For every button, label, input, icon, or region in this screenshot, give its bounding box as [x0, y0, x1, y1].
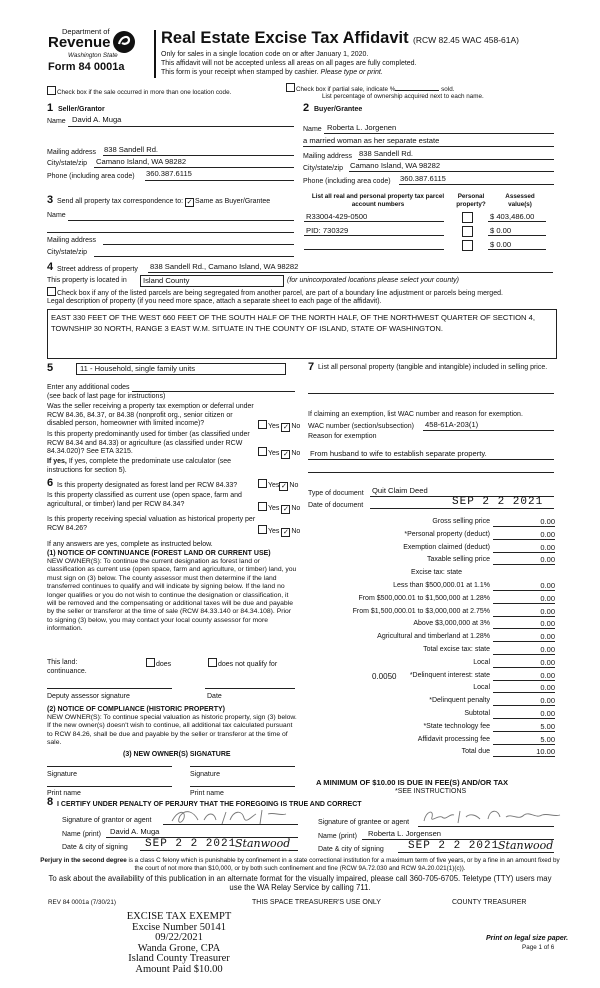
- header-sub2: This affidavit will not be accepted unless all areas on all pages are fully completed.: [161, 60, 417, 67]
- section4-number: 4: [47, 261, 54, 273]
- continuance-heading: (1) NOTICE OF CONTINUANCE (FOREST LAND OR CURRENT USE): [47, 550, 271, 557]
- tax-row-label: Above $3,000,000 at 3%: [413, 620, 490, 628]
- perjury-note: Perjury in the second degree is a class C felony which is punishable by confinement in a state correctional institution for a maximum term of five years, or by a fine in an amount fixed by the court of not more than $10,000, or by both such confinement and fine (RCW 9A.72.030 and RCW 9A.20.021(1)(c)).: [40, 857, 560, 872]
- s3-mailing-label: Mailing address: [47, 237, 97, 244]
- tax-row-amount[interactable]: 0.00: [493, 619, 555, 629]
- parcel-number[interactable]: PID: 730329: [306, 226, 349, 235]
- grantor-sig-label: Signature of grantor or agent: [62, 817, 152, 824]
- tax-row-amount[interactable]: 10.00: [493, 747, 555, 757]
- segregated-check[interactable]: Check box if any of the listed parcels are being segregated from another parcel, are part of a boundary line adjustment or parcels being merged.: [47, 287, 503, 298]
- timber-yes-no: Yes ✓ No: [258, 447, 300, 459]
- form-title-rcw: (RCW 82.45 WAC 458-61A): [413, 35, 519, 45]
- dept-line2: Revenue: [48, 34, 111, 51]
- stamp-line5: Island County Treasurer: [128, 953, 230, 964]
- exemption-reason[interactable]: From husband to wife to establish separate property.: [310, 449, 487, 458]
- tax-row-amount[interactable]: 0.00: [493, 645, 555, 655]
- forest-yes-checkbox[interactable]: [258, 479, 267, 488]
- current-use-question: Is this property classified as current use (open space, farm and agricultural, or timber) land per RCW 84.34?: [47, 492, 242, 508]
- see-instructions: *SEE INSTRUCTIONS: [395, 788, 467, 795]
- grantee-city[interactable]: Stanwood: [498, 839, 554, 852]
- buyer-name[interactable]: Roberta L. Jorgenen: [327, 123, 397, 132]
- historical-no-checkbox[interactable]: ✓: [282, 529, 289, 536]
- unincorporated-note: (for unincorporated locations please select your county): [287, 277, 459, 284]
- compliance-heading: (2) NOTICE OF COMPLIANCE (HISTORIC PROPERTY): [47, 706, 225, 713]
- parcel-header: List all real and personal property tax parcel account numbers: [311, 193, 445, 208]
- tax-row-amount[interactable]: 0.00: [493, 658, 555, 668]
- header-sub3: This form is your receipt when stamped by cashier. Please type or print.: [161, 69, 383, 76]
- grantee-date[interactable]: SEP 2 2 2021: [408, 840, 500, 852]
- current-use-no-checkbox[interactable]: ✓: [282, 506, 289, 513]
- availability-note: To ask about the availability of this publication in an alternate format for the visually impaired, please call 360-705-6705. Teletype (TTY) users may use the WA Relay Service by calling 711.: [48, 874, 552, 892]
- grantor-signature[interactable]: [168, 806, 293, 828]
- dept-line3: Washington State: [68, 52, 118, 59]
- form-title: Real Estate Excise Tax Affidavit: [161, 29, 409, 47]
- tax-row-label: Agricultural and timberland at 1.28%: [377, 633, 490, 641]
- seller-mailing-label: Mailing address: [47, 149, 97, 156]
- timber-note: If yes, If yes, complete the predominate use calculator (see instructions for section 5).: [47, 458, 232, 474]
- additional-codes-label: Enter any additional codes: [47, 384, 130, 391]
- buyer-mailing-label: Mailing address: [303, 153, 353, 160]
- minimum-due: A MINIMUM OF $10.00 IS DUE IN FEE(S) AND/OR TAX: [316, 778, 509, 787]
- same-as-buyer-checkbox[interactable]: ✓: [186, 199, 193, 206]
- historical-yes-no: Yes ✓ No: [258, 525, 300, 537]
- exemption-yes-checkbox[interactable]: [258, 420, 267, 429]
- stamp-line2: Excise Number 50141: [132, 921, 226, 933]
- more-location-check[interactable]: Check box if the sale occurred in more than one location code.: [47, 86, 231, 97]
- seller-name-label: Name: [47, 118, 66, 125]
- buyer-name-line2[interactable]: a married woman as her separate estate: [303, 136, 440, 145]
- buyer-city-label: City/state/zip: [303, 165, 344, 172]
- wac-number[interactable]: 458-61A-203(1): [425, 420, 479, 429]
- tax-row-label: Total due: [461, 748, 490, 756]
- exemption-no-checkbox[interactable]: ✓: [282, 424, 289, 431]
- personal-property-text: List all personal property (tangible and intangible) included in selling price.: [318, 364, 548, 371]
- buyer-city[interactable]: Camano Island, WA 98282: [350, 161, 441, 170]
- header-divider: [154, 30, 156, 78]
- historical-yes-checkbox[interactable]: [258, 525, 267, 534]
- tax-row-amount[interactable]: 0.00: [493, 517, 555, 527]
- assessed-value[interactable]: $ 0.00: [490, 240, 512, 249]
- owner-print-label: Print name: [47, 790, 81, 797]
- personal-checkbox[interactable]: [462, 226, 473, 237]
- buyer-heading: Buyer/Grantee: [314, 106, 363, 113]
- grantee-date-label: Date & city of signing: [318, 846, 384, 853]
- forest-question: Is this property designated as forest land per RCW 84.33?: [57, 482, 238, 489]
- page-number: Page 1 of 6: [522, 944, 555, 951]
- stamp-line3: 09/22/2021: [155, 932, 203, 943]
- grantor-date[interactable]: SEP 2 2 2021: [145, 838, 237, 850]
- seller-heading: Seller/Grantor: [58, 106, 105, 113]
- tax-row-amount[interactable]: 0.00: [493, 594, 555, 604]
- section8-number: 8: [47, 796, 54, 808]
- doc-date[interactable]: SEP 2 2 2021: [452, 496, 544, 508]
- deputy-date-label: Date: [207, 693, 222, 700]
- rev-number: REV 84 0001a (7/30/21): [48, 899, 116, 906]
- tax-row-amount[interactable]: 0.00: [493, 683, 555, 693]
- doc-date-label: Date of document: [308, 502, 364, 509]
- stamp-line1: EXCISE TAX EXEMPT: [126, 911, 232, 922]
- timber-yes-checkbox[interactable]: [258, 447, 267, 456]
- partial-list-note: List percentage of ownership acquired next to each name.: [322, 93, 484, 100]
- parcel-number[interactable]: R33004-429-0500: [306, 212, 368, 221]
- grantor-date-label: Date & city of signing: [62, 844, 128, 851]
- personal-checkbox[interactable]: [462, 212, 473, 223]
- assessed-value[interactable]: $ 0.00: [490, 226, 512, 235]
- dept-line1: Department of: [62, 27, 110, 36]
- section6-number: 6: [47, 477, 54, 489]
- header-sub1: Only for sales in a single location code on or after January 1, 2020.: [161, 51, 369, 58]
- tax-row-label: *Delinquent penalty: [429, 697, 490, 705]
- section3-number: 3: [47, 194, 54, 206]
- street-label: Street address of property: [57, 266, 138, 273]
- tax-row-amount[interactable]: 0.00: [493, 671, 555, 681]
- exemption-claim-note: If claiming an exemption, list WAC number and reason for exemption.: [308, 411, 523, 418]
- owner-print-label-2: Print name: [190, 790, 224, 797]
- tax-row-label: Local: [473, 684, 490, 692]
- section5-number: 5: [47, 362, 54, 374]
- personal-checkbox[interactable]: [462, 240, 473, 251]
- tax-row-amount[interactable]: 0.00: [493, 543, 555, 553]
- tax-row-amount[interactable]: 0.00: [493, 555, 555, 565]
- grantor-name-label: Name (print): [62, 831, 101, 838]
- personal-header: Personal property?: [456, 193, 486, 208]
- grantee-signature[interactable]: [420, 805, 565, 829]
- section1-number: 1: [47, 102, 54, 114]
- use-code-select[interactable]: 11 - Household, single family units: [76, 363, 286, 375]
- assessed-header: Assessed value(s): [505, 193, 535, 208]
- s3-name-label: Name: [47, 212, 66, 219]
- forest-no-checkbox[interactable]: ✓: [280, 483, 287, 490]
- grantee-name[interactable]: Roberta L. Jorgensen: [368, 829, 442, 838]
- dor-logo: [40, 28, 140, 76]
- if-yes-note: If any answers are yes, complete as instructed below.: [47, 541, 213, 548]
- tax-row-amount[interactable]: 0.00: [493, 581, 555, 591]
- does-not-checkbox[interactable]: does not qualify for: [208, 658, 277, 669]
- this-land-row: This land:: [47, 659, 78, 666]
- doc-type-label: Type of document: [308, 490, 364, 497]
- seller-phone[interactable]: 360.387.6115: [146, 169, 192, 178]
- exemption-yes-no: Yes ✓ No: [258, 420, 300, 432]
- tax-row-amount[interactable]: 0.00: [493, 530, 555, 540]
- treasurer-stamp: [110, 912, 248, 975]
- seller-mailing[interactable]: 838 Sandell Rd.: [104, 145, 159, 154]
- legal-description[interactable]: EAST 330 FEET OF THE WEST 660 FEET OF THE SOUTH HALF OF THE NORTH HALF, OF THE NORTHWEST QUARTER OF SECTION 4, TOWNSHIP 30 NORTH, RANGE 3 EAST W.M. SITUATE IN THE COUNTY OF ISLAND, STATE OF WASHINGTON.: [47, 309, 557, 359]
- seller-city[interactable]: Camano Island, WA 98282: [96, 157, 187, 166]
- tax-row-label: Local: [473, 658, 490, 666]
- grantor-name[interactable]: David A. Muga: [110, 827, 160, 836]
- assessed-value[interactable]: $ 403,486.00: [490, 212, 535, 221]
- new-owner-heading: (3) NEW OWNER(S) SIGNATURE: [123, 751, 231, 758]
- stamp-line6: Amount Paid $10.00: [135, 963, 223, 975]
- tax-row-label: Total excise tax: state: [423, 646, 490, 653]
- tax-row-amount[interactable]: 0.00: [493, 696, 555, 706]
- tax-row-label: Excise tax: state: [411, 569, 462, 577]
- buyer-mailing[interactable]: 838 Sandell Rd.: [359, 149, 414, 158]
- treasurer-use-only: THIS SPACE TREASURER'S USE ONLY: [252, 899, 381, 906]
- section3-text: Send all property tax correspondence to: ✓ Same as Buyer/Grantee: [57, 198, 271, 206]
- local-rate[interactable]: 0.0050: [372, 672, 397, 681]
- buyer-phone[interactable]: 360.387.6115: [400, 174, 446, 183]
- tax-row-label: Affidavit processing fee: [417, 735, 490, 743]
- county-treasurer: COUNTY TREASURER: [452, 899, 527, 906]
- forest-yes-no: Yes ✓ No: [258, 479, 298, 491]
- reason-label: Reason for exemption: [308, 433, 377, 440]
- tax-row-amount[interactable]: 5.00: [493, 735, 555, 745]
- timber-no-checkbox[interactable]: ✓: [282, 451, 289, 458]
- see-back-note: (see back of last page for instructions): [47, 393, 166, 400]
- seller-city-label: City/state/zip: [47, 160, 88, 167]
- stamp-line4: Wanda Grone, CPA: [137, 942, 221, 954]
- timber-question: Is this property predominantly used for timber (as classified under RCW 84.34 and 84.33) or agriculture (as classified under RCW 84.34.020)? See ETA 3215.: [47, 431, 250, 455]
- tax-row-amount[interactable]: 0.00: [493, 709, 555, 719]
- partial-sale-check[interactable]: Check box if partial sale, indicate % sold.: [286, 83, 454, 94]
- does-checkbox[interactable]: does: [146, 658, 171, 669]
- owner-signature-label: Signature: [47, 771, 77, 778]
- tax-row-amount[interactable]: 5.00: [493, 722, 555, 732]
- s3-city-label: City/state/zip: [47, 249, 88, 256]
- tax-row-label: Gross selling price: [432, 518, 490, 525]
- tax-row-label: Taxable selling price: [426, 556, 490, 564]
- dor-logo-icon: [112, 30, 136, 54]
- deputy-signature-label: Deputy assessor signature: [47, 693, 130, 700]
- tax-row-label: Subtotal: [464, 710, 490, 717]
- continuance-text: NEW OWNER(S): To continue the current designation as forest land or classification as current use (open space, farm and agriculture, or timber) land, you must sign on (3) below. The county assessor must then determine if the land transferred continues to qualify and will indicate by signing below. If the land no longer qualifies or you do not wish to continue the designation or classification, it will be removed and the compensating or additional taxes will be due and payable by the seller or transferor at the time of sale (RCW 84.33.140 or 84.34.108). Prior to signing (3) below, you may contact your local county assessor for more information.: [47, 558, 297, 633]
- exemption-question: Was the seller receiving a property tax exemption or deferral under RCW 84.36, 84.37, or 84.38 (nonprofit org., senior citizen or disabled person, homeowner with limited income)?: [47, 403, 254, 427]
- wac-label: WAC number (section/subsection): [308, 423, 414, 430]
- compliance-text: NEW OWNER(S): To continue special valuation as historic property, sign (3) below. If the new owner(s) doesn't wish to continue, all additional tax calculated pursuant to RCW 84.26, shall be due and payable by the seller or transferor at the time of sale.: [47, 714, 297, 747]
- tax-row-label: *Delinquent interest: state: [409, 671, 490, 679]
- grantor-city[interactable]: Stanwood: [235, 837, 291, 850]
- buyer-name-label: Name: [303, 126, 322, 133]
- grantee-sig-label: Signature of grantee or agent: [318, 819, 410, 826]
- buyer-phone-label: Phone (including area code): [303, 178, 391, 185]
- form-number: Form 84 0001a: [48, 61, 125, 73]
- tax-row-amount[interactable]: 0.00: [493, 607, 555, 617]
- county-select[interactable]: Island County: [140, 275, 284, 287]
- historical-question: Is this property receiving special valuation as historical property per RCW 84.26?: [47, 516, 256, 532]
- current-use-yes-checkbox[interactable]: [258, 502, 267, 511]
- owner-signature-label-2: Signature: [190, 771, 220, 778]
- tax-row-label: From $500,000.01 to $1,500,000 at 1.28%: [358, 594, 490, 602]
- tax-row-label: Less than $500,000.01 at 1.1%: [393, 582, 490, 589]
- section2-number: 2: [303, 102, 310, 114]
- continuance-label: continuance.: [47, 668, 87, 675]
- section7-number: 7: [308, 361, 315, 373]
- located-label: This property is located in: [47, 277, 127, 284]
- tax-row-label: *Personal property (deduct): [404, 530, 490, 538]
- current-use-yes-no: Yes ✓ No: [258, 502, 300, 514]
- doc-type[interactable]: Quit Claim Deed: [372, 486, 428, 495]
- tax-row-amount[interactable]: 0.00: [493, 632, 555, 642]
- street-address[interactable]: 838 Sandell Rd., Camano Island, WA 98282: [150, 262, 299, 271]
- seller-phone-label: Phone (including area code): [47, 173, 135, 180]
- grantee-name-label: Name (print): [318, 833, 357, 840]
- seller-name[interactable]: David A. Muga: [72, 115, 122, 124]
- legal-label: Legal description of property (if you need more space, attach a separate sheet to each page of the affidavit).: [47, 298, 382, 305]
- tax-row-label: From $1,500,000.01 to $3,000,000 at 2.75%: [352, 607, 490, 615]
- tax-row-label: *State technology fee: [423, 722, 490, 730]
- certify-text: I CERTIFY UNDER PENALTY OF PERJURY THAT THE FOREGOING IS TRUE AND CORRECT: [57, 801, 362, 808]
- legal-paper-note: Print on legal size paper.: [486, 935, 569, 942]
- tax-row-label: Exemption claimed (deduct): [403, 543, 490, 551]
